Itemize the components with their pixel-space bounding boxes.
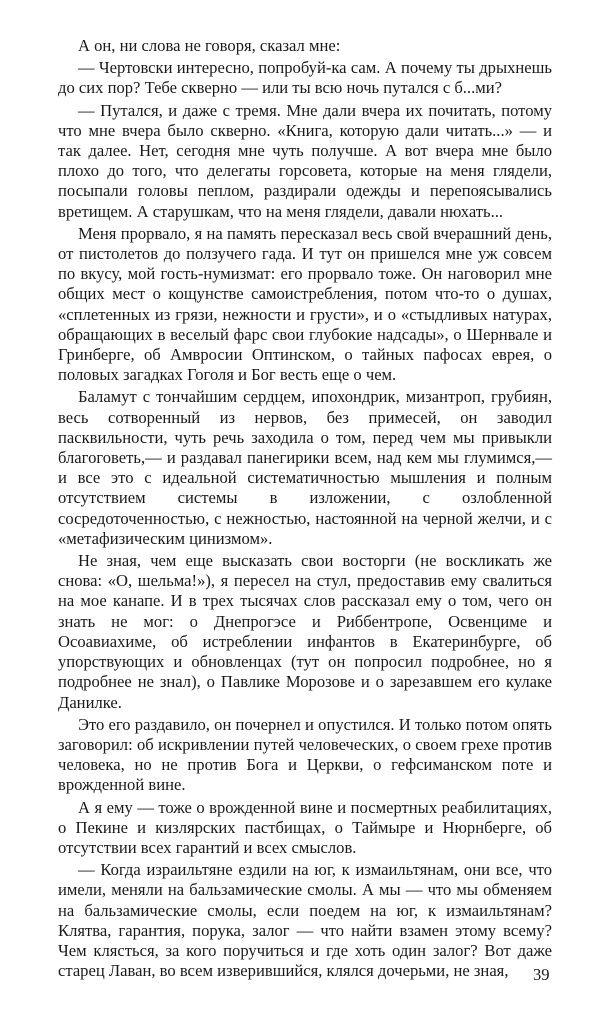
paragraph-3: — Путался, и даже с тремя. Мне дали вчера их почитать, потому что мне вчера было скверно. «Книга, которую дали читать...» — и так далее. Нет, сегодня мне чуть получше. А вот вчера мне было плохо до того, что делегаты горсовета, которые на меня глядели, посыпали головы пеплом, раздирали одежды и перепоясывались вретищем. А старушкам, что на меня глядели, давали нюхать... bbox=[58, 100, 552, 221]
page-number: 39 bbox=[533, 965, 550, 984]
page-text bbox=[58, 36, 552, 983]
paragraph-7: Это его раздавило, он почернел и опустился. И только потом опять заговорил: об искривлении путей человеческих, о своем грехе против человека, но не против Бога и Церкви, о гефсиманском поте и врожденной вине. bbox=[58, 714, 552, 795]
paragraph-8: А я ему — тоже о врожденной вине и посмертных реабилитациях, о Пекине и кизлярских пастбищах, о Таймыре и Нюрнберге, об отсутствии всех гарантий и всех смыслов. bbox=[58, 797, 552, 857]
paragraph-5: Баламут с тончайшим сердцем, ипохондрик, мизантроп, грубиян, весь сотворенный из нервов, без примесей, он заводил пасквильности, чуть речь заходила о том, перед чем мы привыкли благоговеть,— и раздавал панегирики всем, над кем мы глумимся,— и все это с идеальной систематичностью мышления и полным отсутствием системы в изложении, с озлобленной сосредоточенностью, с нежностью, настоянной на черной желчи, и с «метафизическим цинизмом». bbox=[58, 387, 552, 548]
paragraph-1: А он, ни слова не говоря, сказал мне: bbox=[78, 36, 341, 55]
paragraph-2: — Чертовски интересно, попробуй-ка сам. А почему ты дрыхнешь до сих пор? Тебе скверно — или ты всю ночь путался с б...ми? bbox=[58, 58, 552, 98]
paragraph-6: Не зная, чем еще высказать свои восторги (не воскликать же снова: «О, шельма!»), я пересел на стул, предоставив ему свалиться на мое канапе. И в трех тысячах слов рассказал ему о том, чего он знать не мог: о Днепрогэсе и Риббентропе, Освенциме и Осоавиахиме, об истреблении инфантов в Екатеринбурге, об упорствующих и обновленцах (тут он попросил подробнее, но я подробнее не знал), о Павлике Морозове и о зарезавшем его кулаке Данилке. bbox=[58, 551, 552, 712]
paragraph-4: Меня прорвало, я на память пересказал весь свой вчерашний день, от пистолетов до ползучего гада. И тут он пришелся мне уж совсем по вкусу, мой гость-нумизмат: его прорвало тоже. Он наговорил мне общих мест о кощунстве самоистребления, потом что-то о душах, «сплетенных из грязи, нежности и грусти», и о «стыдливых натурах, обращающих в веселый фарс свои глубокие надсады», о Шернвале и Гринберге, об Амвросии Оптинском, о тайных пафосах еврея, о половых загадках Гоголя и Бог весть еще о чем. bbox=[58, 223, 552, 385]
paragraph-9: — Когда израильтяне ездили на юг, к измаильтянам, они все, что имели, меняли на бальзамические смолы. А мы — что мы обменяем на бальзамические смолы, если поедем на юг, к измаильтянам? Клятва, гарантия, порука, залог — что найти взамен этому всему? Чем клясться, за кого поручиться и где хоть один залог? Вот даже старец Лаван, во всем изверившийся, клялся дочерьми, не зная, bbox=[58, 860, 552, 981]
